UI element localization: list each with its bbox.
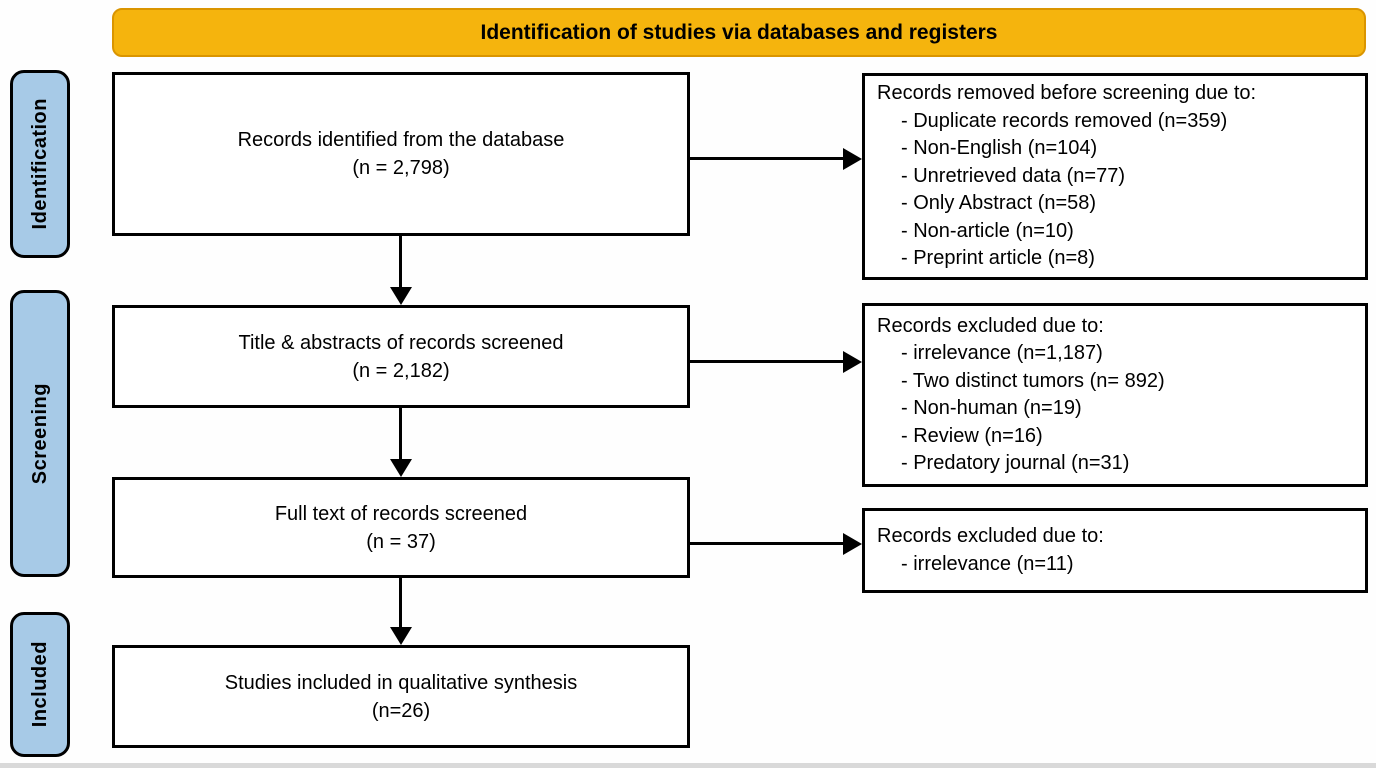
flow-box-count: (n = 2,798) <box>352 157 450 179</box>
flow-box-studies-included <box>112 645 690 748</box>
arrow-right-identified-to-removed <box>690 157 844 160</box>
exclusion-reason-item: - Only Abstract (n=58) <box>901 192 1097 215</box>
exclusion-box-header: Records excluded due to: <box>877 525 1104 547</box>
flow-box-line1: Title & abstracts of records screened <box>238 331 564 354</box>
flow-box-line1: Full text of records screened <box>274 502 528 525</box>
exclusion-box-removed-before-screening <box>862 73 1368 280</box>
exclusion-reason-list <box>877 340 1357 478</box>
exclusion-reason-item: - Preprint article (n=8) <box>901 247 1095 270</box>
flow-box-title-abstracts-screened <box>112 305 690 408</box>
exclusion-reason-list <box>877 108 1357 273</box>
flow-box-count: (n = 37) <box>366 530 436 553</box>
stage-label-screening <box>10 290 70 577</box>
arrow-down-screened-to-fulltext <box>399 408 402 460</box>
flow-box-count: (n=26) <box>371 699 431 722</box>
stage-label-identification <box>10 70 70 258</box>
stage-label-text: Identification <box>28 98 51 230</box>
stage-label-text: Included <box>28 641 51 728</box>
exclusion-box-header: Records removed before screening due to: <box>877 82 1257 105</box>
exclusion-reason-item: - irrelevance (n=11) <box>901 552 1074 575</box>
exclusion-reason-item: - Unretrieved data (n=77) <box>901 164 1126 187</box>
exclusion-reason-item: - Two distinct tumors (n= 892) <box>901 369 1165 392</box>
stage-label-text: Screening <box>28 382 51 485</box>
exclusion-box-records-excluded-fulltext <box>862 508 1368 593</box>
flow-box-records-identified <box>112 72 690 236</box>
arrow-right-fulltext-to-excluded <box>690 542 844 545</box>
stage-label-included <box>10 612 70 757</box>
flow-box-line1: Studies included in qualitative synthesis <box>224 671 578 694</box>
exclusion-reason-item: - Duplicate records removed (n=359) <box>901 109 1228 132</box>
exclusion-reason-item: - Review (n=16) <box>901 424 1043 447</box>
banner-title <box>112 8 1366 57</box>
exclusion-reason-list <box>877 551 1357 579</box>
exclusion-reason-item: - Predatory journal (n=31) <box>901 452 1130 474</box>
exclusion-reason-item: - Non-English (n=104) <box>901 137 1098 160</box>
banner-title-text: Identification of studies via databases and registers <box>480 20 998 44</box>
flow-box-full-text-screened <box>112 477 690 578</box>
exclusion-reason-item: - irrelevance (n=1,187) <box>901 342 1103 364</box>
arrow-right-screened-to-excluded <box>690 360 844 363</box>
exclusion-reason-item: - Non-article (n=10) <box>901 219 1074 242</box>
flow-box-line1: Records identified from the database <box>237 129 565 151</box>
exclusion-reason-item: - Non-human (n=19) <box>901 397 1082 419</box>
flow-box-count: (n = 2,182) <box>352 359 450 382</box>
arrow-down-identified-to-screened <box>399 236 402 288</box>
exclusion-box-records-excluded-screening <box>862 303 1368 487</box>
arrow-down-fulltext-to-included <box>399 578 402 628</box>
exclusion-box-header: Records excluded due to: <box>877 314 1104 337</box>
bottom-edge-strip <box>0 763 1376 768</box>
